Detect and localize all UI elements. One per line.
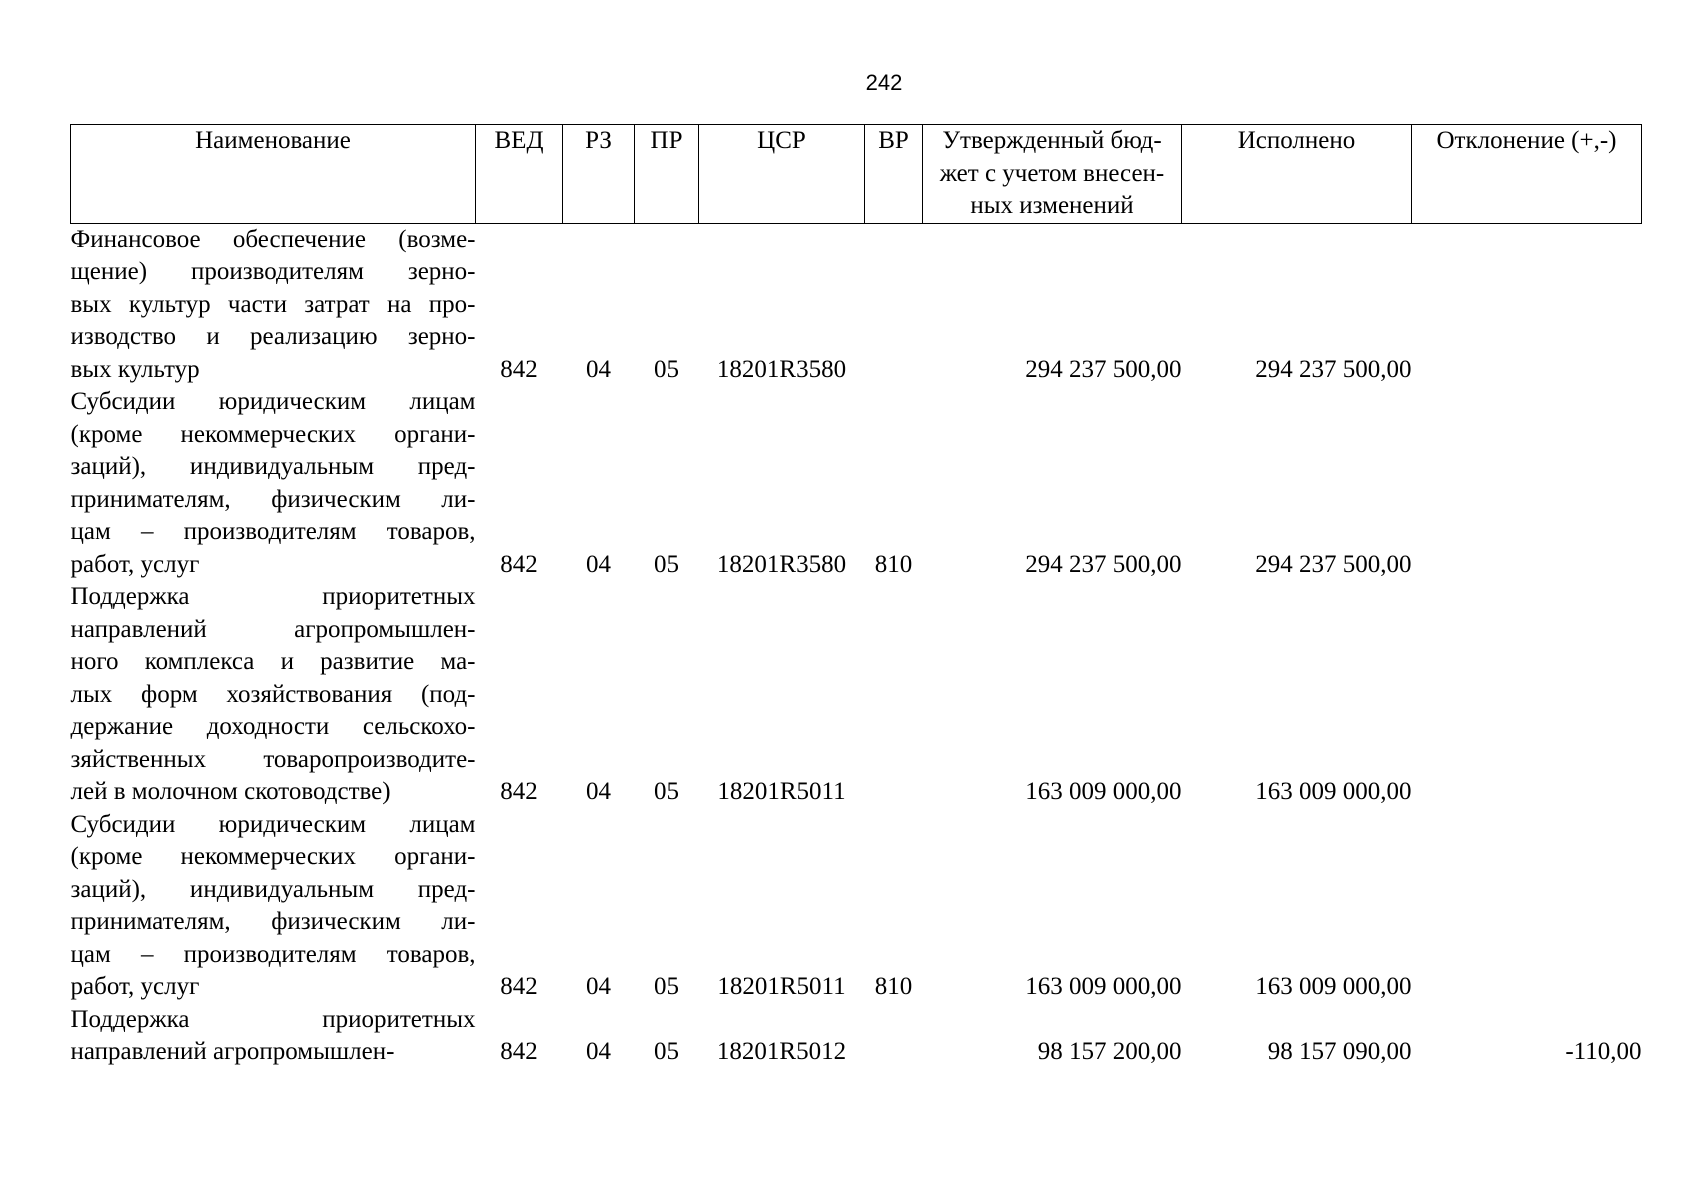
row-name-line: направлений агропромышлен- <box>70 615 476 643</box>
row-name-line: вых культур <box>70 355 200 383</box>
row-pr: 05 <box>654 550 679 578</box>
table-row <box>71 386 1642 581</box>
row-ved: 842 <box>500 778 538 805</box>
row-csr: 18201R3580 <box>716 550 847 578</box>
row-name-line: принимателям, физическим ли- <box>70 485 476 513</box>
header-approved-line: жет с учетом внесен- <box>939 159 1165 187</box>
header-approved-line: Утвержденный бюд- <box>942 127 1162 154</box>
row-csr: 18201R3580 <box>716 355 847 383</box>
row-rz: 04 <box>586 355 611 383</box>
row-csr: 18201R5012 <box>716 1038 847 1065</box>
row-name-line: заций), индивидуальным пред- <box>70 875 476 903</box>
header-approved-line: ных изменений <box>970 192 1134 219</box>
row-executed: 163 009 000,00 <box>1255 778 1412 805</box>
header-name: Наименование <box>71 125 476 224</box>
table-row <box>71 809 1642 1004</box>
row-approved: 163 009 000,00 <box>1025 778 1182 805</box>
row-approved: 163 009 000,00 <box>1025 973 1182 1000</box>
row-ved: 842 <box>500 973 538 1000</box>
row-name-line: заций), индивидуальным пред- <box>70 453 476 480</box>
row-vr: 810 <box>874 550 913 578</box>
row-rz: 04 <box>586 550 611 578</box>
row-name-line: Финансовое обеспечение (возме- <box>70 225 476 253</box>
row-approved: 294 237 500,00 <box>1025 355 1182 383</box>
row-name-line: зяйственных товаропроизводите- <box>70 745 476 773</box>
row-name-line: цам – производителям товаров, <box>70 940 476 968</box>
row-name <box>71 223 476 386</box>
row-executed: 163 009 000,00 <box>1255 973 1412 1000</box>
row-ved: 842 <box>500 355 538 383</box>
header-deviation: Отклонение (+,-) <box>1412 125 1642 224</box>
row-csr: 18201R5011 <box>717 778 846 805</box>
row-name-line: лей в молочном скотоводстве) <box>70 778 391 805</box>
row-name-line: щение) производителям зерно- <box>70 258 476 285</box>
row-name-line: Поддержка приоритетных <box>70 583 476 610</box>
budget-table <box>70 124 1642 1069</box>
row-name-line: направлений агропромышлен- <box>70 1038 395 1065</box>
page-number: 242 <box>865 70 903 95</box>
table-row <box>71 223 1642 386</box>
row-rz: 04 <box>586 973 611 1000</box>
row-name-line: цам – производителям товаров, <box>70 518 476 545</box>
row-name <box>71 809 476 1004</box>
row-name-line: ного комплекса и развитие ма- <box>70 648 476 675</box>
row-deviation <box>1412 386 1642 581</box>
table-row <box>71 581 1642 809</box>
row-name-line: работ, услуг <box>70 550 200 578</box>
row-name-line: Субсидии юридическим лицам <box>70 388 476 415</box>
row-name-line: принимателям, физическим ли- <box>70 908 476 935</box>
row-deviation <box>1412 809 1642 1004</box>
row-name-line: (кроме некоммерческих органи- <box>70 420 476 448</box>
row-approved: 98 157 200,00 <box>1037 1038 1182 1065</box>
header-csr: ЦСР <box>699 125 865 224</box>
row-vr <box>865 1004 923 1069</box>
header-approved <box>923 125 1182 224</box>
row-executed: 98 157 090,00 <box>1267 1038 1412 1065</box>
row-pr: 05 <box>654 778 679 805</box>
row-rz: 04 <box>586 778 611 805</box>
header-ved: ВЕД <box>476 125 563 224</box>
row-executed: 294 237 500,00 <box>1255 550 1412 578</box>
row-name <box>71 1004 476 1069</box>
header-rz: РЗ <box>563 125 635 224</box>
table-body <box>71 223 1642 1069</box>
row-vr <box>865 223 923 386</box>
header-executed: Исполнено <box>1182 125 1412 224</box>
row-pr: 05 <box>654 1038 679 1065</box>
row-name-line: Поддержка приоритетных <box>70 1005 476 1033</box>
header-row <box>71 125 1642 224</box>
header-pr: ПР <box>635 125 699 224</box>
row-pr: 05 <box>654 973 679 1000</box>
row-deviation: -110,00 <box>1565 1038 1642 1065</box>
row-name-line: держание доходности сельскохо- <box>70 713 476 740</box>
row-name-line: Субсидии юридическим лицам <box>70 810 476 838</box>
row-deviation <box>1412 581 1642 809</box>
row-name <box>71 581 476 809</box>
row-deviation <box>1412 223 1642 386</box>
row-executed: 294 237 500,00 <box>1255 355 1412 383</box>
row-rz: 04 <box>586 1038 611 1065</box>
row-approved: 294 237 500,00 <box>1025 550 1182 578</box>
row-vr: 810 <box>874 973 913 1000</box>
row-name-line: вых культур части затрат на про- <box>70 290 476 318</box>
row-pr: 05 <box>654 355 679 383</box>
row-name-line: изводство и реализацию зерно- <box>70 323 476 350</box>
row-vr <box>865 581 923 809</box>
row-name <box>71 386 476 581</box>
row-ved: 842 <box>500 1038 538 1065</box>
row-name-line: (кроме некоммерческих органи- <box>70 843 476 870</box>
row-ved: 842 <box>500 550 538 578</box>
row-name-line: работ, услуг <box>70 973 200 1000</box>
header-vr: ВР <box>865 125 923 224</box>
table-row <box>71 1004 1642 1069</box>
row-csr: 18201R5011 <box>717 973 846 1000</box>
row-name-line: лых форм хозяйствования (под- <box>70 680 476 708</box>
